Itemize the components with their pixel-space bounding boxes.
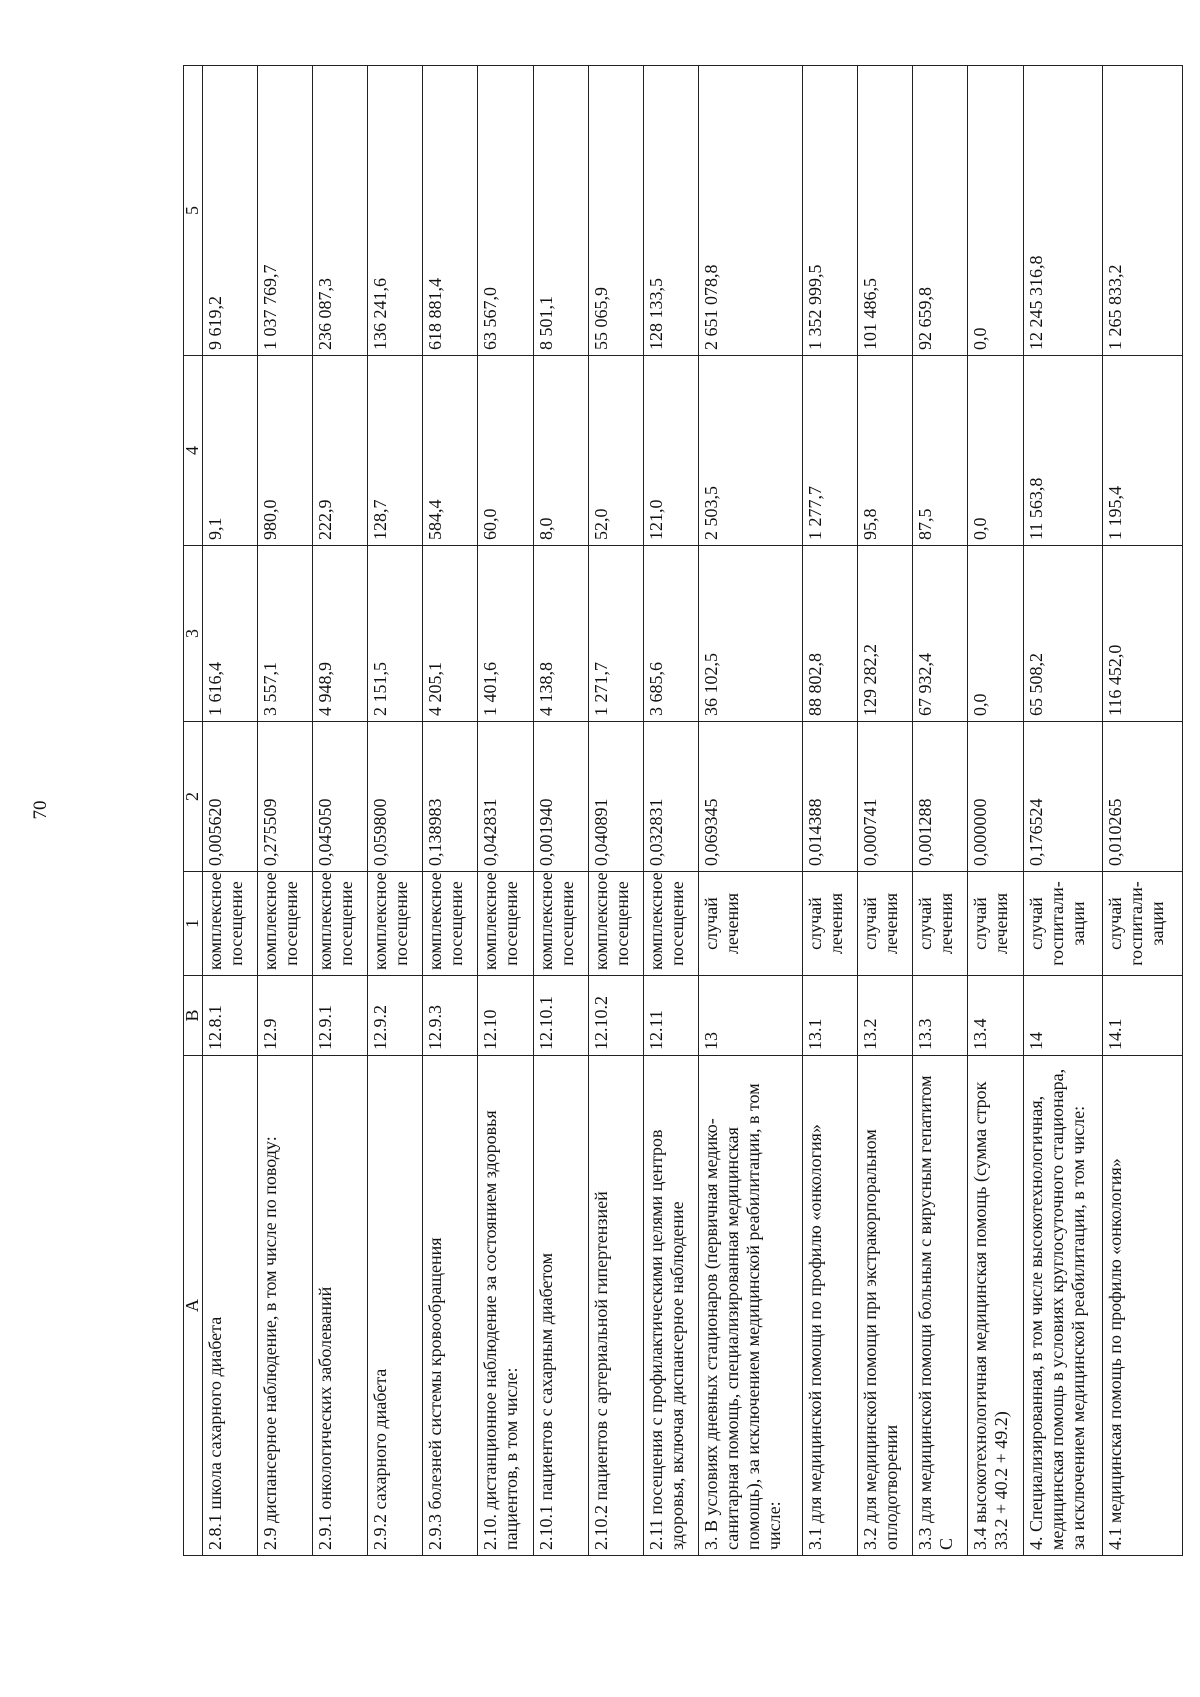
cell-indicator: 2.8.1 школа сахарного диабета (203, 1056, 258, 1556)
table-row (203, 66, 258, 1556)
cell-unit: комплексное посещение (203, 872, 258, 976)
cell-col-2: 0,000741 (858, 722, 913, 872)
cell-col-2: 0,032831 (643, 722, 698, 872)
cell-indicator: 2.9 диспансерное наблюдение, в том числе по поводу: (258, 1056, 313, 1556)
cell-col-3: 67 932,4 (913, 546, 968, 722)
cell-unit: случай лечения (968, 872, 1023, 976)
cell-unit: комплексное посещение (368, 872, 423, 976)
cell-col-5: 55 065,9 (588, 66, 643, 356)
cell-row-code: 14.1 (1103, 976, 1183, 1056)
cell-col-4: 52,0 (588, 356, 643, 546)
table-row (803, 66, 858, 1556)
cell-col-5: 0,0 (968, 66, 1023, 356)
cell-col-2: 0,001288 (913, 722, 968, 872)
table-row (1103, 66, 1183, 1556)
cell-indicator: 3.3 для медицинской помощи больным с вирусным гепатитом С (913, 1056, 968, 1556)
table-row (478, 66, 533, 1556)
cell-unit: случай лечения (803, 872, 858, 976)
cell-col-5: 128 133,5 (643, 66, 698, 356)
header-cell-3: 3 (184, 546, 203, 722)
table-row (643, 66, 698, 1556)
cell-row-code: 14 (1023, 976, 1103, 1056)
cell-col-5: 136 241,6 (368, 66, 423, 356)
cell-col-5: 101 486,5 (858, 66, 913, 356)
cell-col-5: 2 651 078,8 (698, 66, 802, 356)
cell-col-4: 121,0 (643, 356, 698, 546)
cell-col-3: 129 282,2 (858, 546, 913, 722)
rotated-table-container (183, 66, 1183, 1556)
cell-indicator: 4. Специализированная, в том числе высокотехнологичная, медицинская помощь в условиях круглосуточного стационара, за исключением медицинской реабилитации, в том числе: (1023, 1056, 1103, 1556)
cell-unit: случай госпитали-зации (1023, 872, 1103, 976)
cell-row-code: 12.9 (258, 976, 313, 1056)
cell-col-4: 128,7 (368, 356, 423, 546)
header-row (184, 66, 203, 1556)
cell-unit: комплексное посещение (423, 872, 478, 976)
cell-indicator: 2.9.1 онкологических заболеваний (313, 1056, 368, 1556)
cell-col-4: 222,9 (313, 356, 368, 546)
cell-indicator: 2.11 посещения с профилактическими целями центров здоровья, включая диспансерное наблюдение (643, 1056, 698, 1556)
cell-col-4: 980,0 (258, 356, 313, 546)
table-row (913, 66, 968, 1556)
cell-col-3: 3 557,1 (258, 546, 313, 722)
data-table (183, 65, 1183, 1556)
cell-unit: случай лечения (698, 872, 802, 976)
cell-col-5: 12 245 316,8 (1023, 66, 1103, 356)
cell-col-5: 1 352 999,5 (803, 66, 858, 356)
cell-col-4: 8,0 (533, 356, 588, 546)
cell-col-3: 88 802,8 (803, 546, 858, 722)
cell-col-4: 9,1 (203, 356, 258, 546)
cell-col-5: 92 659,8 (913, 66, 968, 356)
cell-col-2: 0,069345 (698, 722, 802, 872)
cell-indicator: 3.4 высокотехнологичная медицинская помощь (сумма строк 33.2 + 40.2 + 49.2) (968, 1056, 1023, 1556)
cell-unit: комплексное посещение (533, 872, 588, 976)
cell-col-5: 236 087,3 (313, 66, 368, 356)
cell-col-5: 9 619,2 (203, 66, 258, 356)
header-cell-1: 1 (184, 872, 203, 976)
cell-row-code: 12.10 (478, 976, 533, 1056)
cell-col-4: 60,0 (478, 356, 533, 546)
cell-col-4: 95,8 (858, 356, 913, 546)
cell-col-5: 1 265 833,2 (1103, 66, 1183, 356)
cell-col-2: 0,005620 (203, 722, 258, 872)
table-row (313, 66, 368, 1556)
cell-unit: комплексное посещение (643, 872, 698, 976)
cell-col-2: 0,001940 (533, 722, 588, 872)
cell-col-2: 0,045050 (313, 722, 368, 872)
cell-col-3: 2 151,5 (368, 546, 423, 722)
header-cell-5: 5 (184, 66, 203, 356)
cell-col-3: 0,0 (968, 546, 1023, 722)
cell-unit: комплексное посещение (478, 872, 533, 976)
cell-indicator: 2.9.3 болезней системы кровообращения (423, 1056, 478, 1556)
cell-row-code: 12.11 (643, 976, 698, 1056)
cell-indicator: 2.10. дистанционное наблюдение за состоянием здоровья пациентов, в том числе: (478, 1056, 533, 1556)
cell-unit: комплексное посещение (588, 872, 643, 976)
table-row (368, 66, 423, 1556)
cell-col-2: 0,275509 (258, 722, 313, 872)
table-row (858, 66, 913, 1556)
cell-col-5: 1 037 769,7 (258, 66, 313, 356)
cell-col-2: 0,176524 (1023, 722, 1103, 872)
cell-indicator: 3.2 для медицинской помощи при экстракорпоральном оплодотворении (858, 1056, 913, 1556)
cell-col-5: 8 501,1 (533, 66, 588, 356)
cell-row-code: 13.2 (858, 976, 913, 1056)
cell-row-code: 13.3 (913, 976, 968, 1056)
cell-col-4: 11 563,8 (1023, 356, 1103, 546)
cell-col-4: 584,4 (423, 356, 478, 546)
cell-col-3: 1 271,7 (588, 546, 643, 722)
header-cell-a: А (184, 1056, 203, 1556)
cell-col-5: 63 567,0 (478, 66, 533, 356)
cell-indicator: 2.10.1 пациентов с сахарным диабетом (533, 1056, 588, 1556)
cell-row-code: 12.8.1 (203, 976, 258, 1056)
cell-col-2: 0,138983 (423, 722, 478, 872)
cell-col-3: 4 138,8 (533, 546, 588, 722)
cell-col-4: 0,0 (968, 356, 1023, 546)
table-row (258, 66, 313, 1556)
cell-col-4: 1 195,4 (1103, 356, 1183, 546)
cell-unit: комплексное посещение (313, 872, 368, 976)
cell-col-3: 36 102,5 (698, 546, 802, 722)
cell-unit: случай госпитали-зации (1103, 872, 1183, 976)
cell-unit: комплексное посещение (258, 872, 313, 976)
cell-unit: случай лечения (913, 872, 968, 976)
cell-col-3: 116 452,0 (1103, 546, 1183, 722)
cell-col-2: 0,040891 (588, 722, 643, 872)
cell-col-2: 0,014388 (803, 722, 858, 872)
table-row (968, 66, 1023, 1556)
cell-col-4: 1 277,7 (803, 356, 858, 546)
cell-row-code: 13.1 (803, 976, 858, 1056)
cell-col-2: 0,042831 (478, 722, 533, 872)
cell-col-3: 1 401,6 (478, 546, 533, 722)
cell-indicator: 4.1 медицинская помощь по профилю «онкология» (1103, 1056, 1183, 1556)
cell-row-code: 13 (698, 976, 802, 1056)
cell-indicator: 2.9.2 сахарного диабета (368, 1056, 423, 1556)
table-row (588, 66, 643, 1556)
cell-row-code: 12.9.1 (313, 976, 368, 1056)
page-number: 70 (30, 800, 51, 820)
cell-indicator: 2.10.2 пациентов с артериальной гипертензией (588, 1056, 643, 1556)
cell-col-3: 3 685,6 (643, 546, 698, 722)
cell-row-code: 12.9.2 (368, 976, 423, 1056)
table-body (203, 66, 1183, 1556)
cell-col-3: 4 205,1 (423, 546, 478, 722)
cell-col-3: 65 508,2 (1023, 546, 1103, 722)
cell-unit: случай лечения (858, 872, 913, 976)
cell-row-code: 13.4 (968, 976, 1023, 1056)
cell-col-2: 0,000000 (968, 722, 1023, 872)
cell-row-code: 12.10.1 (533, 976, 588, 1056)
cell-col-3: 4 948,9 (313, 546, 368, 722)
header-cell-4: 4 (184, 356, 203, 546)
table-row (423, 66, 478, 1556)
cell-indicator: 3. В условиях дневных стационаров (первичная медико-санитарная помощь, специализированная медицинская помощь), за исключением медицинской реабилитации, в том числе: (698, 1056, 802, 1556)
cell-col-4: 87,5 (913, 356, 968, 546)
cell-row-code: 12.10.2 (588, 976, 643, 1056)
table-row (698, 66, 802, 1556)
cell-col-2: 0,059800 (368, 722, 423, 872)
cell-col-5: 618 881,4 (423, 66, 478, 356)
cell-col-2: 0,010265 (1103, 722, 1183, 872)
table-row (533, 66, 588, 1556)
cell-col-4: 2 503,5 (698, 356, 802, 546)
header-cell-b: В (184, 976, 203, 1056)
table-row (1023, 66, 1103, 1556)
header-cell-2: 2 (184, 722, 203, 872)
cell-col-3: 1 616,4 (203, 546, 258, 722)
cell-indicator: 3.1 для медицинской помощи по профилю «онкология» (803, 1056, 858, 1556)
cell-row-code: 12.9.3 (423, 976, 478, 1056)
